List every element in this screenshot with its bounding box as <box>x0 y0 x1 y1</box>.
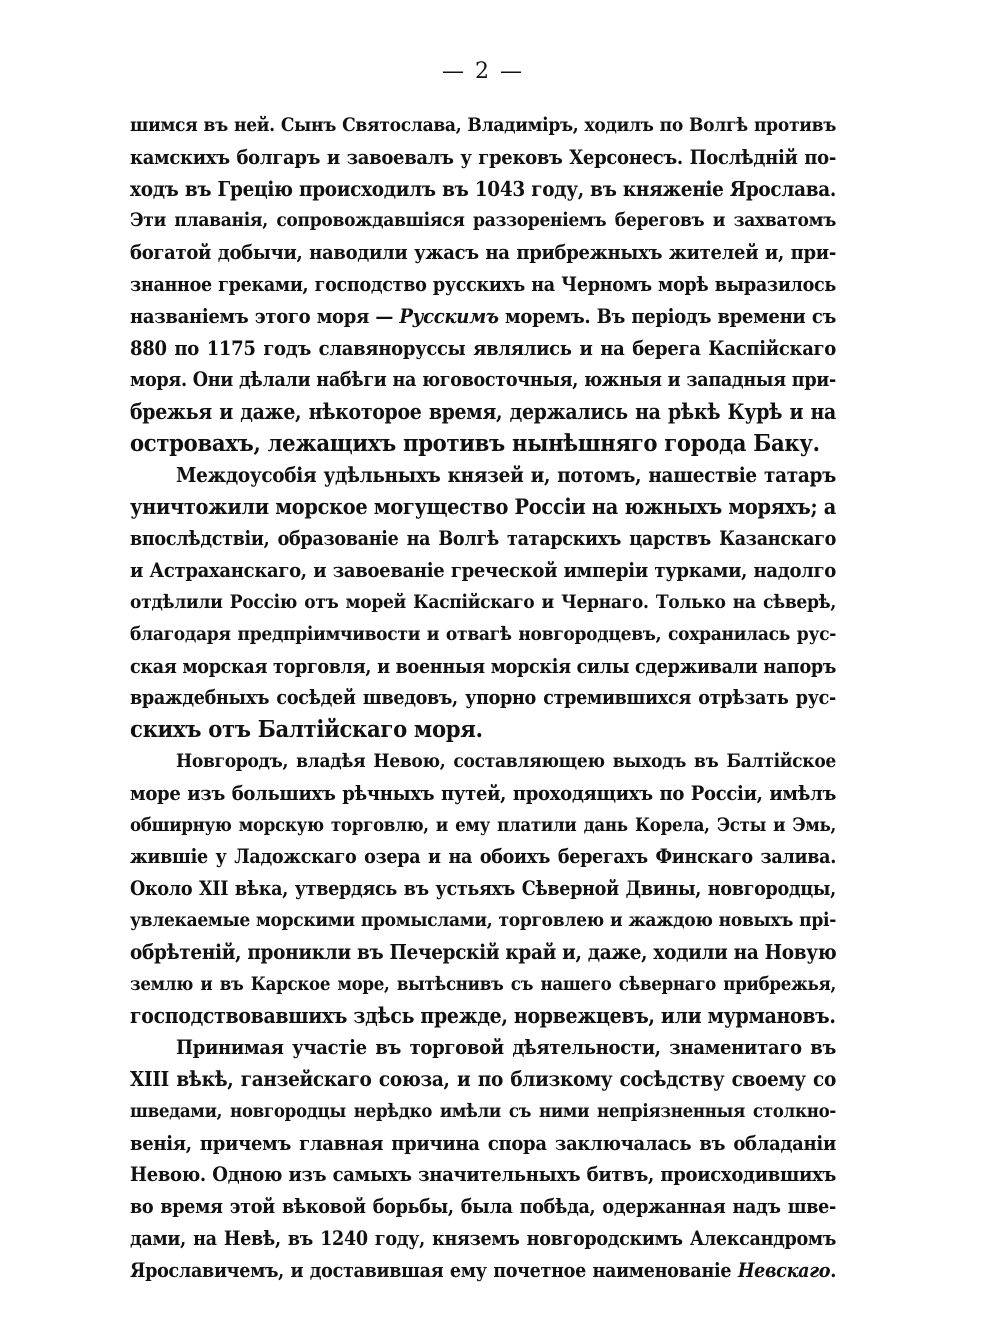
text-line: брежья и даже, нѣкоторое время, держались на рѣкѣ Курѣ и на <box>130 399 836 425</box>
text-line: ходъ въ Грецію происходилъ въ 1043 году, въ княженіе Ярослава. <box>130 176 836 201</box>
text-line: Около XII вѣка, утвердясь въ устьяхъ Сѣверной Двины, новгородцы, <box>130 877 836 901</box>
text-line: Ярославичемъ, и доставившая ему почетное наименованіе Невскаго. <box>130 1258 836 1282</box>
text-line: шведами, новгородцы нерѣдко имѣли съ ними непріязненныя столкно- <box>130 1100 836 1122</box>
text-line: камскихъ болгаръ и завоевалъ у грековъ Херсонесъ. Послѣдній по- <box>130 144 836 169</box>
text-line: впослѣдствіи, образованіе на Волгѣ татарскихъ царствъ Казанскаго <box>130 527 836 551</box>
text-line: дами, на Невѣ, въ 1240 году, княземъ новгородскимъ Александромъ <box>130 1226 836 1250</box>
text-line: жившіе у Ладожскаго озера и на обоихъ берегахъ Финскаго залива. <box>130 845 836 869</box>
text-line: увлекаемые морскими промыслами, торговлею и жаждою новыхъ прі- <box>130 908 836 931</box>
text-line: благодаря предпріимчивости и отвагѣ новгородцевъ, сохранилась рус- <box>130 622 836 645</box>
text-line: море изъ большихъ рѣчныхъ путей, проходящихъ по Россіи, имѣлъ <box>130 780 836 805</box>
text-line: Эти плаванія, сопровождавшіяся раззореніемъ береговъ и захватомъ <box>130 209 836 232</box>
text-line: венія, причемъ главная причина спора заключалась въ обладаніи <box>130 1130 836 1155</box>
text-line: отдѣлили Россію отъ морей Каспійскаго и Чернаго. Только на сѣверѣ, <box>130 590 836 613</box>
text-line: скихъ отъ Балтійскаго моря. <box>130 715 483 744</box>
text-line: Принимая участіе въ торговой дѣятельности, знаменитаго въ <box>176 1035 836 1060</box>
text-line: 880 по 1175 годъ славянорусcы являлись и на берега Каспійскаго <box>130 335 836 360</box>
text-line: обширную морскую торговлю, и ему платили дань Корела, Эсты и Эмь, <box>130 814 836 836</box>
text-line: названіемъ этого моря — Русскимъ моремъ. Въ періодъ времени съ <box>130 303 836 328</box>
text-line: XIII вѣкѣ, ганзейскаго союза, и по близкому сосѣдству своему со <box>130 1066 836 1091</box>
body-text <box>130 110 836 1286</box>
text-line: богатой добычи, наводили ужасъ на прибрежныхъ жителей и, при- <box>130 240 836 265</box>
text-line: землю и въ Карское море, вытѣснивъ съ нашего сѣвернаго прибрежья, <box>130 973 836 995</box>
text-line: враждебныхъ сосѣдей шведовъ, упорно стремившихся отрѣзать рус- <box>130 686 836 710</box>
text-line: знанное греками, господство русскихъ на Черномъ морѣ выразилось <box>130 272 836 296</box>
text-line: Междоусобія удѣльныхъ князей и, потомъ, нашествіе татаръ <box>176 462 836 487</box>
emphasized-word: Русскимъ <box>399 303 499 328</box>
text-line: Невою. Одною изъ самыхъ значительныхъ битвъ, происходившихъ <box>130 1162 836 1187</box>
text-line: моря. Они дѣлали набѣги на юговосточныя, южныя и западныя при- <box>130 368 836 392</box>
text-line: и Астраханскаго, и завоеваніе греческой имперіи турками, надолго <box>130 558 836 583</box>
text-line: во время этой вѣковой борьбы, была побѣда, одержанная надъ шве- <box>130 1195 836 1219</box>
text-line: островахъ, лежащихъ противъ нынѣшняго города Баку. <box>130 428 820 457</box>
book-page <box>130 58 836 1286</box>
page-number: — 2 — <box>442 59 524 84</box>
text-line: господствовавшихъ здѣсь прежде, норвежцевъ, или мурмановъ. <box>130 1003 836 1029</box>
text-line: уничтожили морское могущество Россіи на южныхъ моряхъ; а <box>130 494 836 520</box>
text-line: обрѣтеній, проникли въ Печерскій край и, даже, ходили на Новую <box>130 939 837 964</box>
text-line: шимся въ ней. Сынъ Святослава, Владиміръ, ходилъ по Волгѣ противъ <box>130 114 836 136</box>
text-line: ская морская торговля, и военныя морскія силы сдерживали напоръ <box>130 654 836 678</box>
emphasized-word: Невскаго <box>737 1258 831 1282</box>
text-line: Новгородъ, владѣя Невою, составляющею выходъ въ Балтійское <box>176 749 836 772</box>
